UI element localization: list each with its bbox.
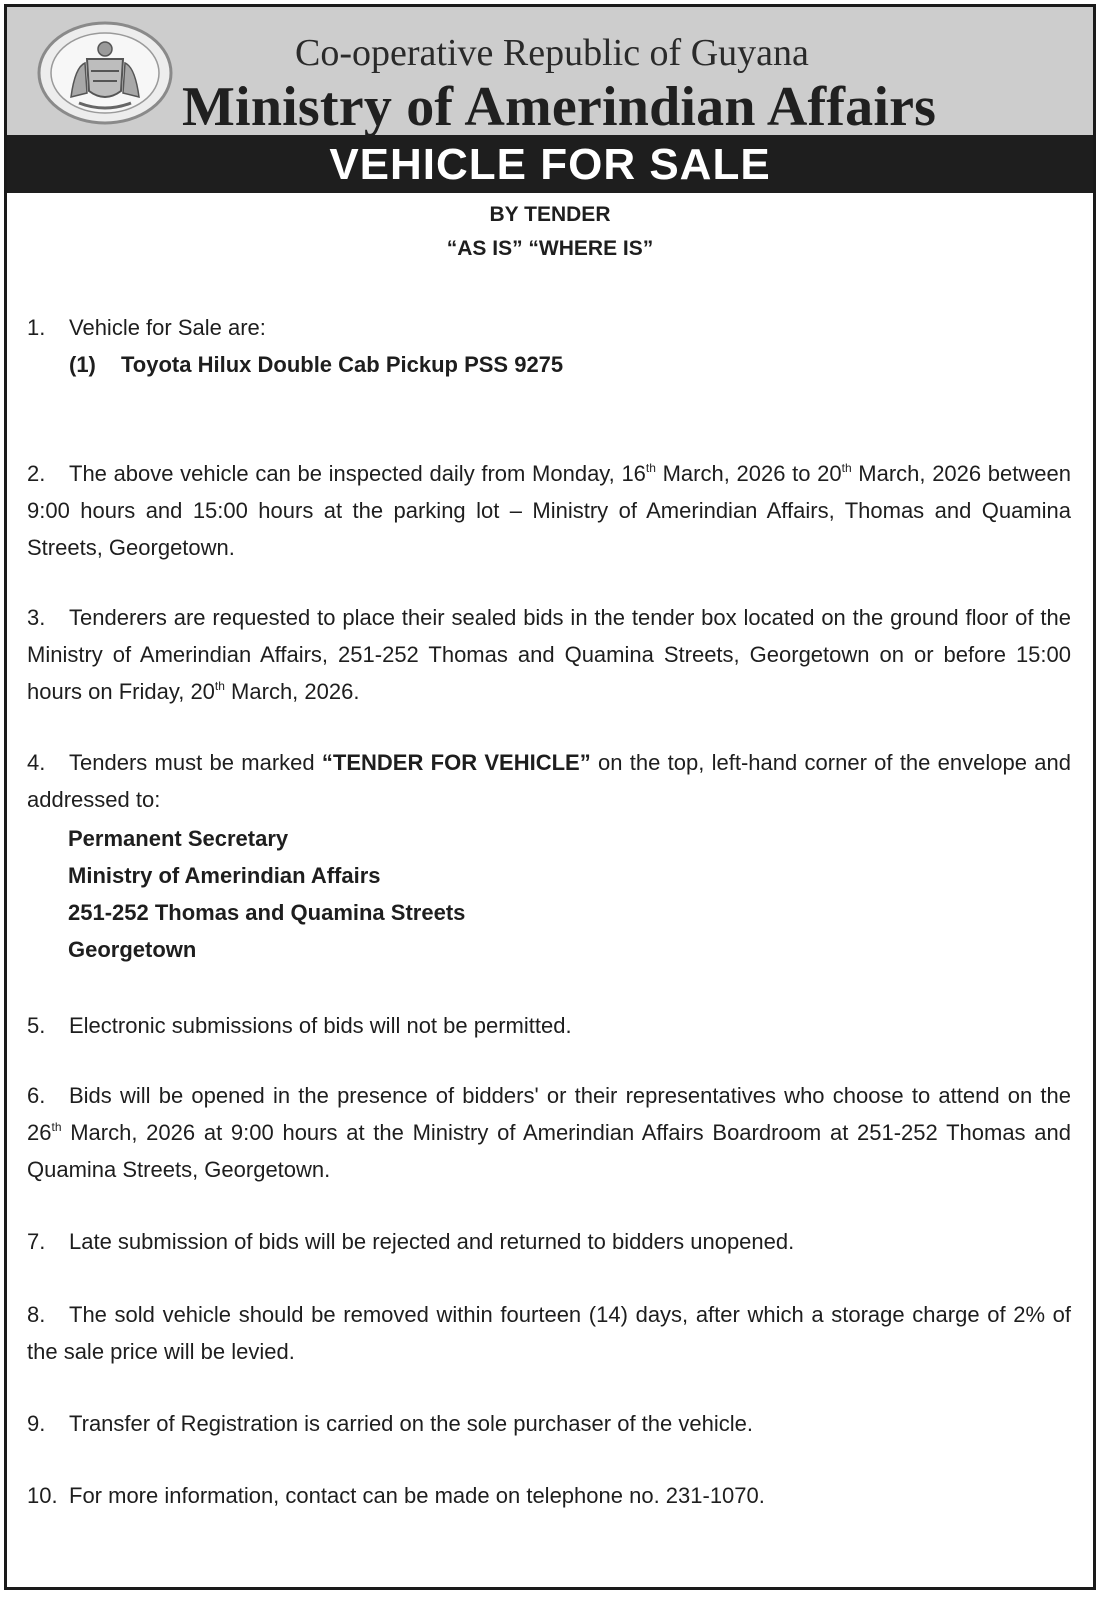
- list-item-6: [27, 1077, 1071, 1188]
- tender-notice: [4, 4, 1096, 1590]
- vehicle-number: (1): [69, 352, 96, 377]
- item-text: The above vehicle can be inspected daily from Monday, 16: [69, 461, 646, 486]
- header: [7, 7, 1093, 138]
- list-item-2: [27, 455, 1071, 566]
- item-number: 8.: [27, 1302, 46, 1327]
- address-line: Georgetown: [68, 937, 197, 962]
- header-country: Co-operative Republic of Guyana: [295, 32, 809, 74]
- address-line: Ministry of Amerindian Affairs: [68, 863, 381, 888]
- list-item-4: [27, 744, 1071, 968]
- superscript: th: [214, 679, 225, 693]
- item-text: March, 2026 to 20: [655, 461, 842, 486]
- title-banner: VEHICLE FOR SALE: [7, 135, 1093, 193]
- item-number: 7.: [27, 1229, 46, 1254]
- item-number: 5.: [27, 1013, 46, 1038]
- item-number: 10.: [27, 1483, 58, 1508]
- list-item-7: [27, 1223, 1071, 1260]
- superscript: th: [645, 461, 656, 475]
- address-block: [27, 820, 1071, 968]
- list-item-3: [27, 599, 1071, 710]
- item-text: March, 2026.: [224, 679, 360, 704]
- item-number: 6.: [27, 1083, 46, 1108]
- item-text: Late submission of bids will be rejected and returned to bidders unopened.: [69, 1229, 795, 1254]
- item-text: March, 2026 at 9:00 hours at the Ministry of Amerindian Affairs Boardroom at 251-252 Thomas and Quamina Streets, Georgetown.: [27, 1120, 1071, 1182]
- subtitle-as-is: “AS IS” “WHERE IS”: [446, 237, 654, 260]
- item-number: 9.: [27, 1411, 46, 1436]
- list-item-9: [27, 1405, 1071, 1442]
- item-text: on the top, left-hand corner of the envelope and addressed to:: [27, 750, 1071, 812]
- address-line: Permanent Secretary: [68, 826, 289, 851]
- superscript: th: [51, 1120, 62, 1134]
- header-ministry: Ministry of Amerindian Affairs: [182, 76, 937, 138]
- list-item-5: [27, 1007, 1071, 1044]
- tender-marking: “TENDER FOR VEHICLE”: [321, 750, 591, 775]
- superscript: th: [841, 461, 852, 475]
- item-number: 1.: [27, 315, 46, 340]
- item-text: For more information, contact can be made on telephone no. 231-1070.: [69, 1483, 765, 1508]
- item-text: Bids will be opened in the presence of bidders' or their representatives who choose to attend on the 26: [27, 1083, 1071, 1145]
- item-number: 3.: [27, 605, 46, 630]
- list-item-10: [27, 1477, 1071, 1514]
- address-line: 251-252 Thomas and Quamina Streets: [68, 900, 466, 925]
- item-text: Vehicle for Sale are:: [69, 315, 266, 340]
- item-text: The sold vehicle should be removed within fourteen (14) days, after which a storage charge of 2% of the sale price will be levied.: [27, 1302, 1071, 1364]
- ministry-seal-icon: [35, 19, 175, 127]
- item-text: Transfer of Registration is carried on the sole purchaser of the vehicle.: [69, 1411, 753, 1436]
- item-text: March, 2026 between 9:00 hours and 15:00 hours at the parking lot – Ministry of Amerindian Affairs, Thomas and Quamina Streets, Georgetown.: [27, 461, 1071, 560]
- vehicle-entry: [27, 346, 1071, 383]
- item-number: 2.: [27, 461, 46, 486]
- list-item-1: [27, 309, 1071, 383]
- item-number: 4.: [27, 750, 46, 775]
- list-item-8: [27, 1296, 1071, 1370]
- item-text: Tenderers are requested to place their sealed bids in the tender box located on the ground floor of the Ministry of Amerindian Affairs, 251-252 Thomas and Quamina Streets, Georgetown on or before 15:00 hours on Friday, 20: [27, 605, 1071, 704]
- item-text: Electronic submissions of bids will not be permitted.: [69, 1013, 572, 1038]
- item-text: Tenders must be marked: [69, 750, 322, 775]
- subtitle-by-tender: BY TENDER: [489, 203, 611, 226]
- vehicle-name: Toyota Hilux Double Cab Pickup PSS 9275: [121, 352, 564, 377]
